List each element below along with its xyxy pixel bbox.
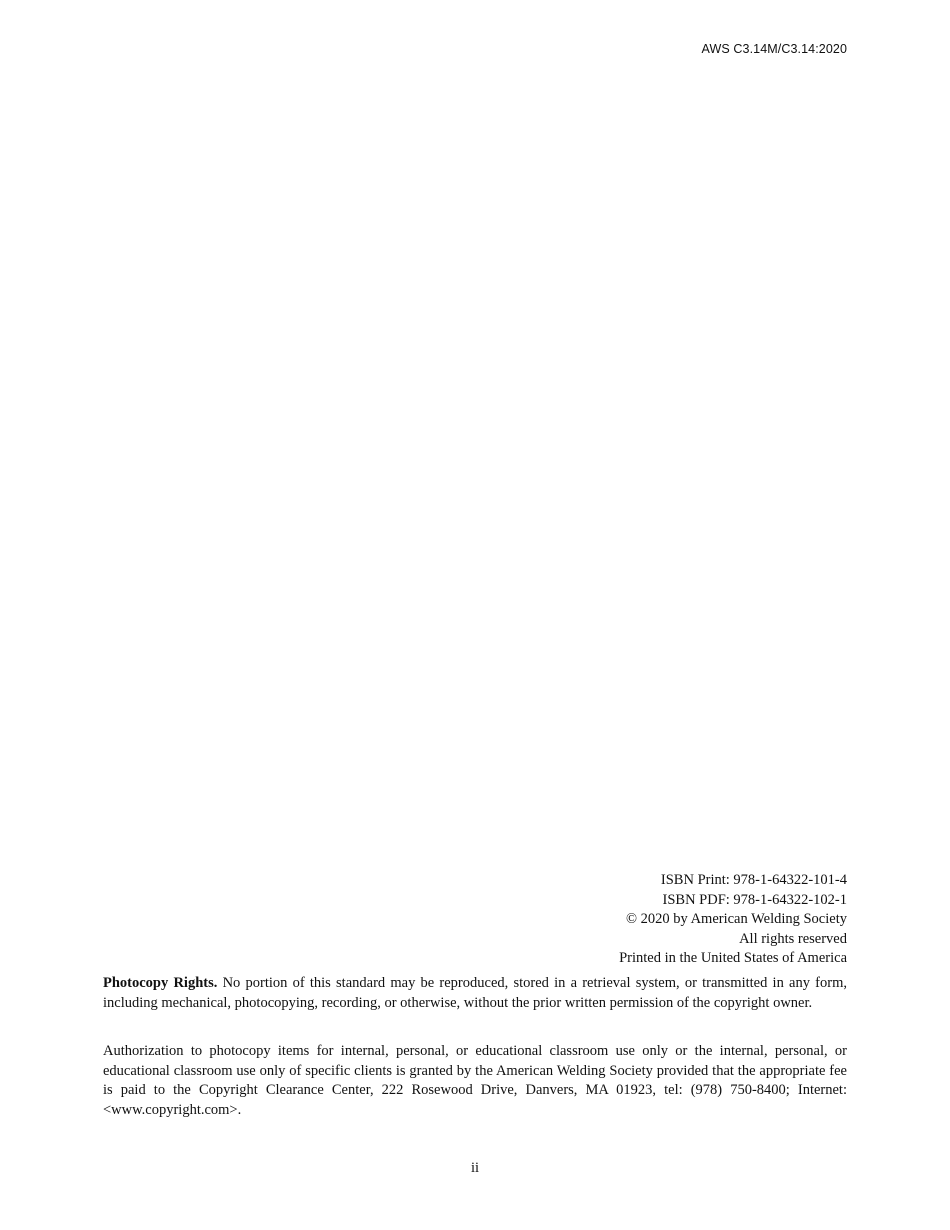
isbn-print: ISBN Print: 978-1-64322-101-4 bbox=[660, 872, 847, 888]
page-number: ii bbox=[470, 1160, 480, 1176]
rights-reserved: All rights reserved bbox=[739, 930, 847, 947]
copyright-notice: © 2020 by American Welding Society bbox=[625, 911, 847, 927]
isbn-pdf: ISBN PDF: 978-1-64322-102-1 bbox=[662, 891, 847, 908]
photocopy-rights-text: No portion of this standard may be reproduced, stored in a retrieval system, or transmitted in any form, including mechanical, photocopying, recording, or otherwise, without the prior written permission of the copyright owner. bbox=[103, 975, 847, 1011]
photocopy-rights-paragraph bbox=[103, 974, 847, 1013]
document-standard-code: AWS C3.14M/C3.14:2020 bbox=[701, 42, 847, 56]
authorization-paragraph: Authorization to photocopy items for internal, personal, or educational classroom use only or the internal, personal, or educational classroom use only of specific clients is granted by the American Welding Society provided that the appropriate fee is paid to the Copyright Clearance Center, 222 Rosewood Drive, Danvers, MA 01923, tel: (978) 750-8400; Internet: <www.copyright.com>. bbox=[103, 1043, 847, 1118]
printed-location: Printed in the United States of America bbox=[619, 950, 847, 966]
photocopy-rights-lead: Photocopy Rights. bbox=[103, 975, 218, 991]
imprint-block bbox=[619, 871, 847, 969]
